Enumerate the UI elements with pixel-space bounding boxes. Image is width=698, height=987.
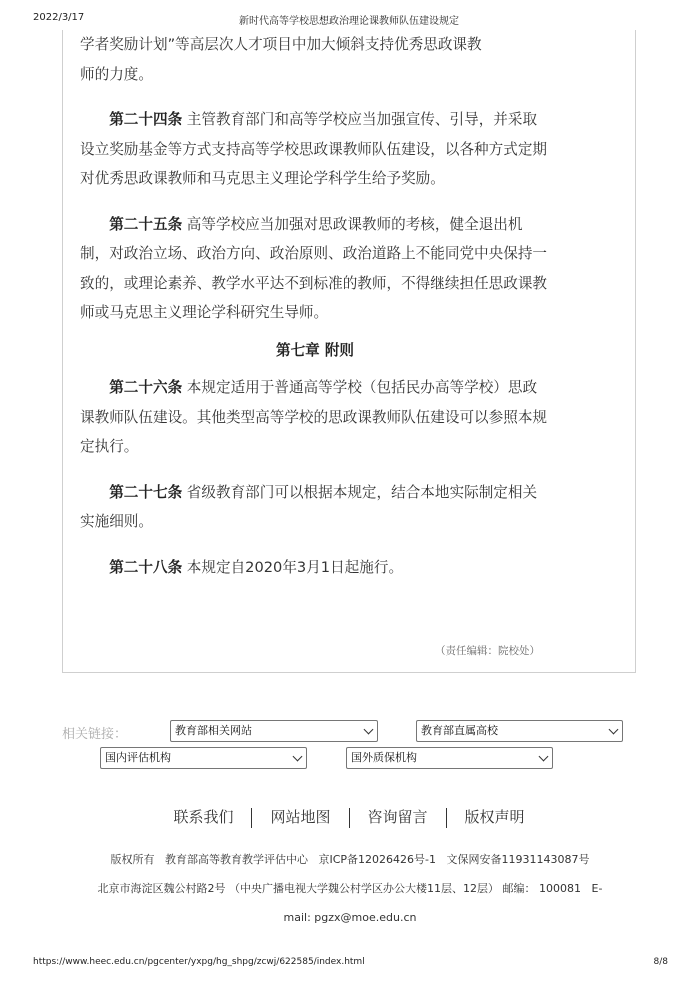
article-number: 第二十六条: [109, 379, 183, 396]
article-number: 第二十四条: [109, 111, 183, 128]
print-url: https://www.heec.edu.cn/pgcenter/yxpg/hg_shpg/zcwj/622585/index.html: [33, 957, 365, 967]
article-text: 本规定适用于普通高等学校（包括民办高等学校）思政课教师队伍建设。其他类型高等学校的思政课教师队伍建设可以参照本规定执行。: [80, 379, 548, 455]
article-number: 第二十八条: [109, 558, 183, 576]
article-number: 第二十七条: [109, 483, 183, 501]
article-text: 省级教育部门可以根据本规定，结合本地实际制定相关实施细则。: [80, 483, 538, 530]
print-title: 新时代高等学校思想政治理论课教师队伍建设规定: [239, 16, 459, 27]
copyright-link[interactable]: 版权声明: [464, 808, 525, 826]
article-28: [80, 553, 550, 583]
article-number: 第二十五条: [109, 215, 183, 233]
foreign-agencies-select[interactable]: [346, 747, 553, 769]
chapter-heading: 第七章 附则: [275, 341, 355, 359]
select-value: 教育部直属高校: [421, 724, 498, 737]
consult-message-link[interactable]: 咨询留言: [367, 808, 428, 826]
chevron-down-icon: [364, 725, 374, 735]
related-links-label: 相关链接：: [62, 727, 128, 742]
footer-info: [60, 845, 640, 932]
copyright-line: 版权所有 教育部高等教育教学评估中心 京ICP备12026426号-1 文保网安备11931143087号: [110, 853, 590, 866]
sitemap-link[interactable]: 网站地图: [270, 808, 331, 826]
article-text: 高等学校应当加强对思政课教师的考核，健全退出机制，对政治立场、政治方向、政治原则、政治道路上不能同党中央保持一致的，或理论素养、教学水平达不到标准的教师，不得继续担任思政课教师或马克思主义理论学科研究生导师。: [80, 215, 548, 321]
article-25: [80, 210, 550, 328]
select-value: 国内评估机构: [105, 751, 171, 764]
address-line: 北京市海淀区魏公村路2号 （中央广播电视大学魏公村学区办公大楼11层、12层） 邮编： 100081 E-: [97, 882, 603, 895]
print-date: 2022/3/17: [33, 12, 85, 23]
article-24: [80, 105, 550, 194]
select-value: 国外质保机构: [351, 751, 417, 764]
ministry-sites-select[interactable]: [170, 720, 378, 742]
article-text: 本规定自2020年3月1日起施行。: [182, 558, 404, 576]
article-body: [80, 30, 550, 657]
affiliated-universities-select[interactable]: [416, 720, 623, 742]
responsible-editor: （责任编辑：院校处）: [435, 645, 540, 657]
print-header: [0, 10, 698, 30]
chevron-down-icon: [293, 752, 303, 762]
article-26: [80, 373, 550, 462]
article-27: [80, 478, 550, 537]
article-text: 主管教育部门和高等学校应当加强宣传、引导，并采取设立奖励基金等方式支持高等学校思政课教师队伍建设，以各种方式定期对优秀思政课教师和马克思主义理论学科学生给予奖励。: [80, 111, 548, 187]
contact-us-link[interactable]: 联系我们: [173, 808, 234, 826]
chevron-down-icon: [539, 752, 549, 762]
paragraph-continued: [80, 30, 550, 89]
select-value: 教育部相关网站: [175, 724, 252, 737]
domestic-agencies-select[interactable]: [100, 747, 307, 769]
para-line: 师的力度。: [80, 65, 153, 83]
para-line: 学者奖励计划”等高层次人才项目中加大倾斜支持优秀思政课教: [80, 36, 482, 53]
chevron-down-icon: [609, 725, 619, 735]
email-line: mail: pgzx@moe.edu.cn: [283, 911, 417, 924]
page-number: 8/8: [653, 957, 668, 967]
footer-nav: [0, 806, 698, 828]
